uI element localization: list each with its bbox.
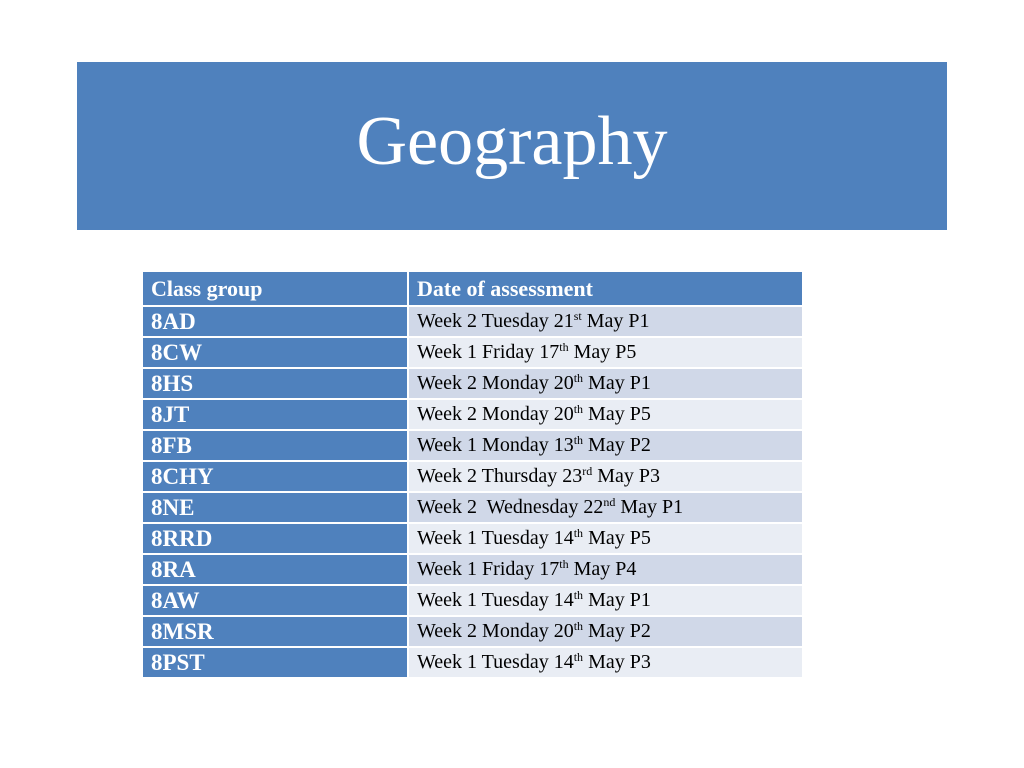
date-text: Week 1 Monday 13 [417,434,574,456]
date-ordinal: nd [603,495,616,509]
date-suffix: May P5 [568,341,637,363]
date-suffix: May P3 [592,465,661,487]
class-group-cell: 8PST [142,647,408,678]
date-suffix: May P1 [583,372,651,394]
date-text: Week 2 Monday 20 [417,403,574,425]
assessment-date-cell [408,585,803,616]
date-suffix: May P5 [583,403,651,425]
date-suffix: May P5 [583,527,651,549]
assessment-date-cell [408,461,803,492]
class-group-cell: 8MSR [142,616,408,647]
date-ordinal: th [559,557,569,571]
assessment-date-cell [408,430,803,461]
date-text: Week 1 Tuesday 14 [417,527,574,549]
class-group-cell: 8FB [142,430,408,461]
assessment-date-cell [408,523,803,554]
date-ordinal: th [573,650,584,664]
date-suffix: May P2 [583,620,651,642]
class-group-cell: 8JT [142,399,408,430]
assessment-date-cell [408,492,803,523]
date-suffix: May P1 [583,589,651,611]
table-row [142,523,803,554]
table-row [142,554,803,585]
assessment-date-cell [408,306,803,337]
class-group-cell: 8CHY [142,461,408,492]
header-date-of-assessment: Date of assessment [408,271,803,306]
assessment-date-cell [408,647,803,678]
slide-title: Geography [356,103,668,180]
date-ordinal: th [573,371,584,385]
class-group-cell: 8AW [142,585,408,616]
header-class-group: Class group [142,271,408,306]
date-text: Week 1 Friday 17 [417,341,560,363]
class-group-cell: 8RA [142,554,408,585]
date-text: Week 1 Tuesday 14 [417,651,574,673]
assessment-date-cell [408,337,803,368]
class-group-cell: 8NE [142,492,408,523]
date-ordinal: th [573,433,584,447]
date-text: Week 2 Tuesday 21 [417,310,574,332]
table-row [142,492,803,523]
date-ordinal: th [573,526,584,540]
date-text: Week 2 Thursday 23 [417,465,583,487]
table-header-row [142,271,803,306]
table-row [142,399,803,430]
date-suffix: May P3 [583,651,651,673]
table-row [142,368,803,399]
assessment-date-cell [408,616,803,647]
table-row [142,647,803,678]
table-row [142,616,803,647]
assessment-date-cell [408,399,803,430]
date-suffix: May P4 [568,558,637,580]
table-row [142,306,803,337]
date-suffix: May P1 [615,496,684,518]
date-ordinal: th [573,588,584,602]
date-ordinal: th [559,340,569,354]
class-group-cell: 8CW [142,337,408,368]
assessment-table [141,270,804,679]
assessment-date-cell [408,368,803,399]
table-row [142,337,803,368]
date-suffix: May P1 [581,310,650,332]
class-group-cell: 8AD [142,306,408,337]
date-text: Week 2 Wednesday 22 [417,496,604,518]
date-text: Week 2 Monday 20 [417,372,574,394]
date-ordinal: rd [582,464,593,478]
date-text: Week 1 Friday 17 [417,558,560,580]
table-row [142,430,803,461]
date-ordinal: st [573,309,582,323]
date-suffix: May P2 [583,434,651,456]
table-row [142,585,803,616]
date-text: Week 2 Monday 20 [417,620,574,642]
date-ordinal: th [573,619,584,633]
class-group-cell: 8RRD [142,523,408,554]
date-text: Week 1 Tuesday 14 [417,589,574,611]
table-row [142,461,803,492]
date-ordinal: th [573,402,584,416]
assessment-date-cell [408,554,803,585]
class-group-cell: 8HS [142,368,408,399]
title-banner [77,62,947,230]
